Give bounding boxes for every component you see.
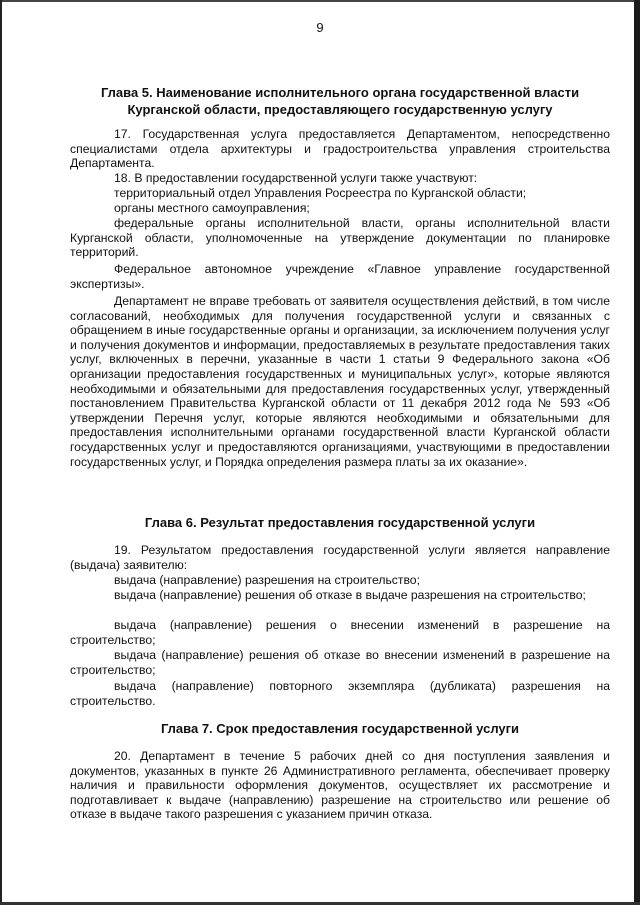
scan-edge-right <box>634 0 640 905</box>
paragraph-18-item-3: федеральные органы исполнительной власти, органы исполнительной власти Курганской области, уполномоченные на утверждение документации по планировке территорий. <box>70 216 610 260</box>
scan-edge-left <box>0 0 2 905</box>
chapter-5-title <box>70 84 610 118</box>
result-item-5: выдача (направление) повторного экземпляра (дубликата) разрешения на строительство. <box>70 679 610 708</box>
result-item-3: выдача (направление) решения о внесении изменений в разрешение на строительство; <box>70 618 610 647</box>
chapter-7-title: Глава 7. Срок предоставления государственной услуги <box>160 721 520 736</box>
paragraph-department: Департамент не вправе требовать от заявителя осуществления действий, в том числе согласований, необходимых для получения государственной услуги и связанных с обращением в иные государственные органы и организации, за исключением получения услуг и получения документов и информации, предоставляемых в результате предоставления таких услуг, включенных в перечни, указанные в части 1 статьи 9 Федерального закона «Об организации предоставления государственных и муниципальных услуг», которые являются необходимыми и обязательными для предоставления государственных услуг, утвержденный постановлением Правительства Курганской области от 11 декабря 2012 года № 593 «Об утверждении Перечня услуг, которые являются необходимыми и обязательными для предоставления исполнительными органами государственной власти Курганской области государственных услуг и предоставляются организациями, участвующими в предоставлении государственных услуг, и Порядка определения размера платы за их оказание». <box>70 294 610 469</box>
paragraph-18-item-1: территориальный отдел Управления Росреестра по Курганской области; <box>114 186 527 200</box>
paragraph-18-item-2: органы местного самоуправления; <box>114 201 310 215</box>
paragraph-18: 18. В предоставлении государственной услуги также участвуют: <box>114 171 478 185</box>
scan-edge-top <box>0 0 640 2</box>
chapter-5-title-line1: Глава 5. Наименование исполнительного органа государственной власти <box>100 85 580 100</box>
chapter-6-title: Глава 6. Результат предоставления государственной услуги <box>144 515 536 530</box>
result-item-1: выдача (направление) разрешения на строительство; <box>114 573 420 587</box>
chapter-5-title-line2: Курганской области, предоставляющего государственную услугу <box>127 102 553 117</box>
paragraph-20: 20. Департамент в течение 5 рабочих дней со дня поступления заявления и документов, указанных в пункте 26 Административного регламента, обеспечивает проверку наличия и правильности оформления документов, осуществляет их рассмотрение и подготавливает к выдаче (направлению) разрешение на строительство или решение об отказе в выдаче такого разрешения с указанием причин отказа. <box>70 749 610 822</box>
paragraph-17: 17. Государственная услуга предоставляется Департаментом, непосредственно специалистами отдела архитектуры и градостроительства управления строительства Департамента. <box>70 127 610 171</box>
result-item-4: выдача (направление) решения об отказе во внесении изменений в разрешение на строительство; <box>70 648 610 677</box>
paragraph-18-item-4: Федеральное автономное учреждение «Главное управление государственной экспертизы». <box>70 262 610 291</box>
result-item-2: выдача (направление) решения об отказе в выдаче разрешения на строительство; <box>114 588 586 602</box>
paragraph-19: 19. Результатом предоставления государственной услуги является направление (выдача) заявителю: <box>70 543 610 572</box>
page-number: 9 <box>316 20 324 35</box>
